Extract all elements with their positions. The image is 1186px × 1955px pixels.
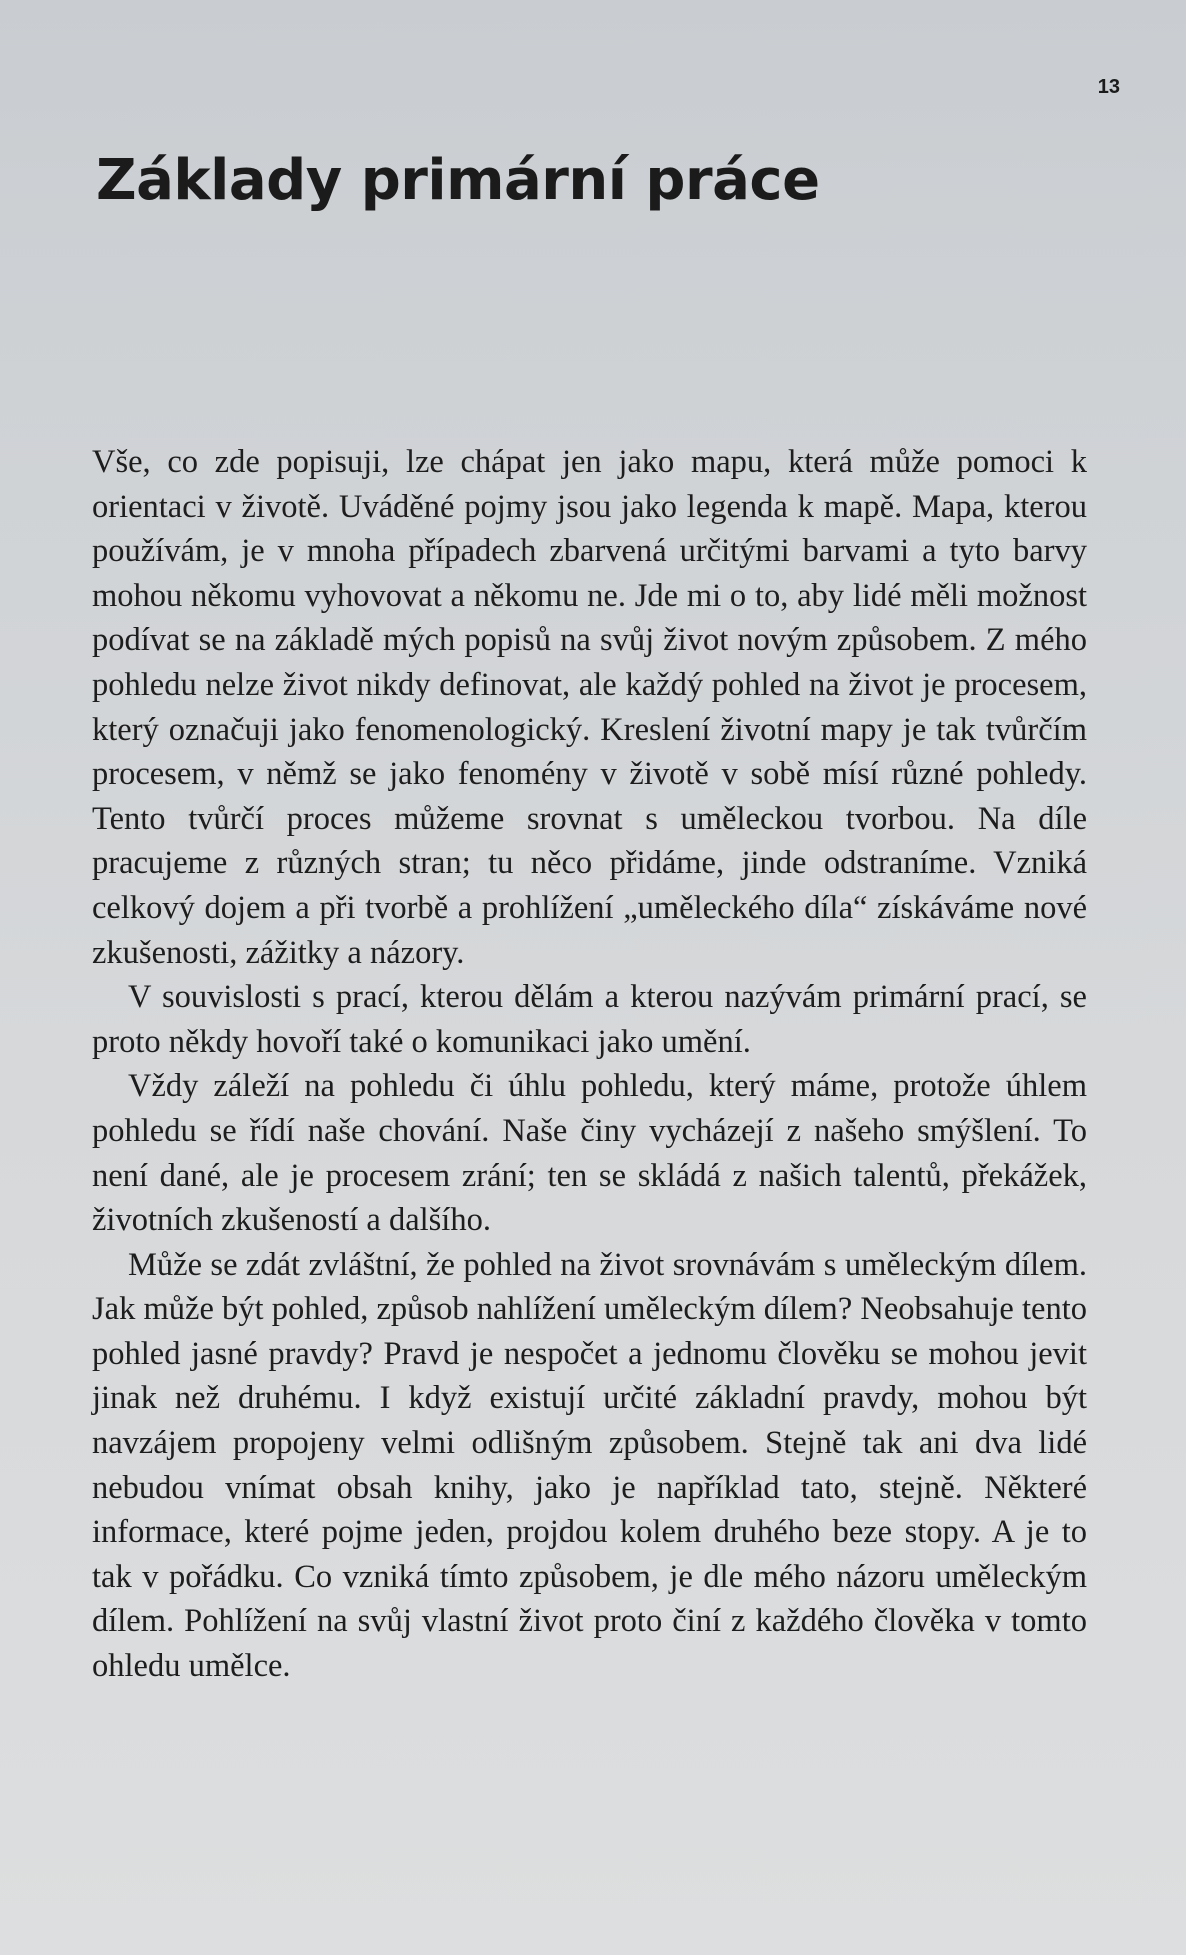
paragraph-1: Vše, co zde popisuji, lze chápat jen jako mapu, která může pomoci k orientaci v životě. Uváděné pojmy jsou jako legenda k mapě. Mapa, kterou používám, je v mnoha případech zbarvená určitými barvami a tyto barvy mohou někomu vyhovovat a někomu ne. Jde mi o to, aby lidé měli možnost podívat se na základě mých popisů na svůj život novým způsobem. Z mého pohledu nelze život nikdy definovat, ale každý pohled na život je procesem, který označuji jako fenomenologický. Kreslení životní mapy je tak tvůrčím procesem, v němž se jako fenomény v životě v sobě mísí různé pohledy. Tento tvůrčí proces můžeme srovnat s uměleckou tvorbou. Na díle pracujeme z různých stran; tu něco přidáme, jinde odstraníme. Vzniká celkový dojem a při tvorbě a prohlížení „uměleckého díla“ získáváme nové zkušenosti, zážitky a názory. (92, 444, 1087, 971)
paragraph-3: Vždy záleží na pohledu či úhlu pohledu, který máme, protože úhlem pohledu se řídí naše chování. Naše činy vycházejí z našeho smýšlení. To není dané, ale je procesem zrání; ten se skládá z našich talentů, překážek, životních zkušeností a dalšího. (92, 1068, 1087, 1239)
paragraph-4: Může se zdát zvláštní, že pohled na život srovnávám s uměleckým dílem. Jak může být pohled, způsob nahlížení uměleckým dílem? Neobsahuje tento pohled jasné pravdy? Pravd je nespočet a jednomu člověku se mohou jevit jinak než druhému. I když existují určité základní pravdy, mohou být navzájem propojeny velmi odlišným způsobem. Stejně tak ani dva lidé nebudou vnímat obsah knihy, jako je například tato, stejně. Některé informace, které pojme jeden, projdou kolem druhého beze stopy. A je to tak v pořádku. Co vzniká tímto způsobem, je dle mého názoru uměleckým dílem. Pohlížení na svůj vlastní život proto činí z každého člověka v tomto ohledu umělce. (92, 1246, 1087, 1685)
body-text (92, 440, 1087, 1689)
paragraph-2: V souvislosti s prací, kterou dělám a kterou nazývám primární prací, se proto někdy hovoří také o komunikaci jako umění. (92, 979, 1087, 1060)
chapter-title: Základy primární práce (96, 148, 820, 213)
page-number: 13 (1097, 76, 1120, 98)
